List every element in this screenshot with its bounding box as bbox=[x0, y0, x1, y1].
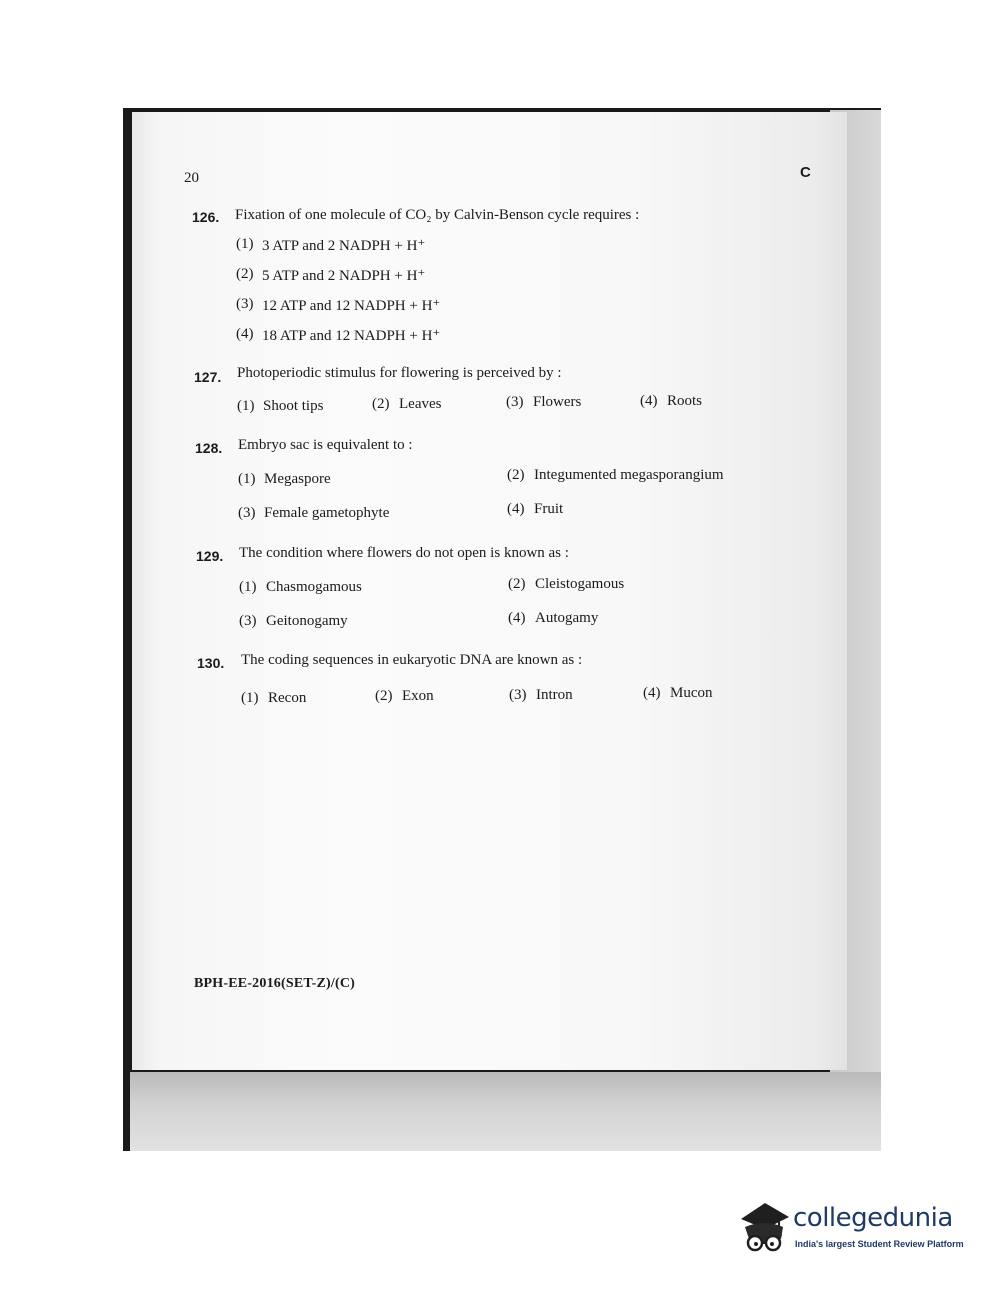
question-text: Fixation of one molecule of CO₂ by Calvin-Benson cycle requires : bbox=[235, 207, 640, 223]
option-label: (3) bbox=[236, 296, 254, 312]
option-text: Cleistogamous bbox=[535, 576, 625, 592]
option-text: 12 ATP and 12 NADPH + H⁺ bbox=[262, 298, 441, 314]
option-label: (1) bbox=[241, 690, 259, 706]
collegedunia-logo bbox=[735, 1195, 965, 1265]
option-text: 5 ATP and 2 NADPH + H⁺ bbox=[262, 268, 426, 284]
option-text: Shoot tips bbox=[263, 398, 324, 414]
question-number: 128. bbox=[195, 440, 223, 456]
option-label: (3) bbox=[506, 394, 524, 410]
option-label: (4) bbox=[508, 610, 526, 626]
option-label: (3) bbox=[238, 505, 256, 521]
option-label: (1) bbox=[239, 579, 257, 595]
option-text: 18 ATP and 12 NADPH + H⁺ bbox=[262, 328, 441, 344]
option-label: (4) bbox=[643, 685, 661, 701]
option-text: Leaves bbox=[399, 396, 442, 412]
option-text: Autogamy bbox=[535, 610, 599, 626]
mascot-icon bbox=[735, 1197, 793, 1259]
option-text: 3 ATP and 2 NADPH + H⁺ bbox=[262, 238, 426, 254]
option-text: Exon bbox=[402, 688, 434, 704]
option-text: Intron bbox=[536, 687, 573, 703]
question-number: 129. bbox=[196, 548, 224, 564]
brand-tagline: India's largest Student Review Platform bbox=[795, 1239, 964, 1249]
option-label: (2) bbox=[375, 688, 393, 704]
question-text: The coding sequences in eukaryotic DNA are known as : bbox=[241, 652, 583, 668]
option-label: (2) bbox=[236, 266, 254, 282]
option-text: Fruit bbox=[534, 501, 564, 517]
option-text: Female gametophyte bbox=[264, 505, 390, 521]
question-number: 127. bbox=[194, 369, 222, 385]
option-text: Flowers bbox=[533, 394, 582, 410]
option-label: (4) bbox=[507, 501, 525, 517]
option-label: (1) bbox=[237, 398, 255, 414]
option-text: Integumented megasporangium bbox=[534, 467, 724, 483]
option-label: (4) bbox=[640, 393, 658, 409]
exam-page bbox=[132, 112, 847, 1070]
question-text: Embryo sac is equivalent to : bbox=[238, 437, 413, 453]
option-label: (1) bbox=[238, 471, 256, 487]
option-text: Chasmogamous bbox=[266, 579, 362, 595]
option-text: Geitonogamy bbox=[266, 613, 348, 629]
option-label: (2) bbox=[507, 467, 525, 483]
option-text: Megaspore bbox=[264, 471, 331, 487]
page-number: 20 bbox=[184, 170, 199, 186]
set-letter: C bbox=[800, 164, 811, 181]
option-label: (3) bbox=[509, 687, 527, 703]
footer-code: BPH-EE-2016(SET-Z)/(C) bbox=[194, 976, 356, 991]
question-text: The condition where flowers do not open is known as : bbox=[239, 545, 569, 561]
option-text: Mucon bbox=[670, 685, 713, 701]
option-label: (1) bbox=[236, 236, 254, 252]
question-number: 126. bbox=[192, 209, 220, 225]
question-text: Photoperiodic stimulus for flowering is perceived by : bbox=[237, 365, 562, 381]
option-text: Recon bbox=[268, 690, 307, 706]
question-number: 130. bbox=[197, 655, 225, 671]
brand-name: collegedunia bbox=[793, 1203, 953, 1233]
option-label: (3) bbox=[239, 613, 257, 629]
scan-shadow-bottom bbox=[130, 1072, 881, 1151]
option-label: (4) bbox=[236, 326, 254, 342]
option-text: Roots bbox=[667, 393, 703, 409]
option-label: (2) bbox=[508, 576, 526, 592]
option-label: (2) bbox=[372, 396, 390, 412]
